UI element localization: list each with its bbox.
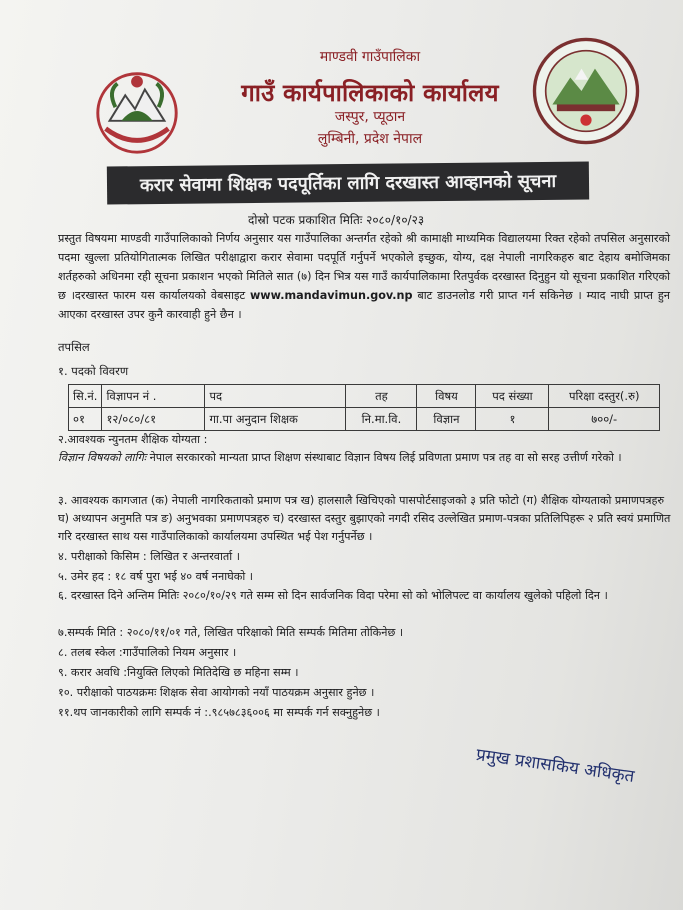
table-header-cell: विज्ञापन नं . — [102, 385, 205, 408]
notice-title: करार सेवामा शिक्षक पदपूर्तिका लागि दरखास्त आव्हानको सूचना — [107, 161, 589, 204]
table-header-cell: पद — [205, 385, 346, 408]
section-5-age-limit: ५. उमेर हद : १८ वर्ष पुरा भई ४० वर्ष ननाघेको । — [58, 570, 254, 583]
municipality-seal-icon — [530, 35, 642, 147]
section-9-contract-period: ९. करार अवधि :नियुक्ति लिएको मितिदेखि छ महिना सम्म । — [58, 666, 299, 679]
table-header-cell: विषय — [417, 385, 476, 408]
table-cell: ७००/- — [549, 408, 660, 431]
section-7-contact-date: ७.सम्पर्क मिति : २०८०/११/०१ गते, लिखित परिक्षाको मिति सम्पर्क मितिमा तोकिनेछ । — [58, 626, 404, 639]
section-6-deadline: ६. दरखास्त दिने अन्तिम मितिः २०८०/१०/२९ गते सम्म सो दिन सार्वजनिक विदा परेमा सो को भोलिपल्ट वा कार्यालय खुलेको पहिलो दिन । — [58, 589, 608, 602]
table-cell: १ — [476, 408, 549, 431]
section-2-label: विज्ञान विषयको लागिः — [58, 451, 147, 464]
publish-date: दोस्रो पटक प्रकाशित मितिः २०८०/१०/२३ — [248, 213, 425, 227]
table-header-cell: सि.नं. — [69, 385, 102, 408]
table-cell: विज्ञान — [417, 408, 476, 431]
table-header-row — [69, 385, 660, 408]
office-name: गाउँ कार्यपालिकाको कार्यालय — [241, 79, 499, 107]
intro-text-1: प्रस्तुत विषयमा माण्डवी गाउँपालिकाको निर्णय अनुसार यस गाउँपालिका अन्तर्गत रहेको श्री कामाक्षी माध्यमिक विद्यालयमा रिक्त रहेको तपसिल अनुसारको पदमा खुल्ला प्रतियोगितात्मक लिखित परीक्षाद्वारा करार सेवामा पदपूर्ति गर्नुपर्ने भएकोले इच्छुक, योग्य, दक्ष नेपाली नागरिकहरु बाट देहाय बमोजिमका शर्तहरुको अधिनमा रही सूचना प्रकाशन भएको मितिले सात (७) दिन भित्र यस गाउँ कार्यपालिकामा रितपुर्वक दरखास्त दिनुहुन यो सूचना प्रकाशित गरिएको छ ।दरखास्त फारम यस कार्यालयको वेबसाइट — [58, 232, 670, 302]
website-link: www.mandavimun.gov.np — [249, 289, 413, 302]
address-line-1: जस्पुर, प्यूठान — [334, 109, 406, 125]
table-cell: ०१ — [69, 408, 102, 431]
section-1-title: १. पदको विवरण — [58, 364, 129, 378]
signature: प्रमुख प्रशासकिय अधिकृत — [474, 744, 636, 787]
table-header-cell: तह — [346, 385, 417, 408]
intro-paragraph — [58, 229, 670, 324]
section-10-syllabus: १०. परीक्षाको पाठयक्रमः शिक्षक सेवा आयोगको नयाँ पाठयक्रम अनुसार हुनेछ । — [58, 686, 375, 699]
address-line-2: लुम्बिनी, प्रदेश नेपाल — [317, 131, 423, 147]
section-3-documents: ३. आवश्यक कागजात (क) नेपाली नागरिकताको प्रमाण पत्र ख) हालसालै खिचिएको पासपोर्टसाइजको ३ प्रति फोटो (ग) शैक्षिक योग्यताको प्रमाणपत्रहरु घ) अध्यापन अनुमति पत्र ङ) अनुभवका प्रमाणपत्रहरु च) दरखास्त दस्तुर बुझाएको नगदी रसिद उल्लेखित प्रमाण-पत्रका प्रतिलिपिहरू २ प्रति स्वयं प्रमाणित गरि दरखास्त साथ यस गाउँपालिकाको कार्यालयमा उपस्थित भई पेश गर्नुपर्नेछ । — [58, 494, 671, 543]
nepal-emblem-icon — [88, 62, 186, 160]
section-2-body — [58, 449, 673, 467]
table-cell: गा.पा अनुदान शिक्षक — [205, 408, 346, 431]
municipality-name: माण्डवी गाउँपालिका — [319, 49, 421, 65]
table-header-cell: परिक्षा दस्तुर(.रु) — [549, 385, 660, 408]
section-11-contact: ११.थप जानकारीको लागि सम्पर्क नं :.९८५७८३६००६ मा सम्पर्क गर्न सक्नुहुनेछ । — [58, 706, 380, 719]
table-header-cell: पद संख्या — [476, 385, 549, 408]
section-4-exam-type: ४. परीक्षाको किसिम : लिखित र अन्तरवार्ता । — [58, 550, 240, 563]
table-cell: नि.मा.वि. — [346, 408, 417, 431]
table-cell: १२/०८०/८१ — [102, 408, 205, 431]
section-2-text: नेपाल सरकारको मान्यता प्राप्त शिक्षण संस्थाबाट विज्ञान विषय लिई प्रविणता प्रमाण पत्र तह वा सो सरह उत्तीर्ण गरेको । — [149, 451, 622, 464]
intro-text-2: बाट डाउनलोड गरी प्राप्त गर्न सकिनेछ । म्याद नाघी प्राप्त हुन आएका दरखास्त उपर कुनै कारवाही हुने छैन । — [58, 289, 671, 321]
table-row — [69, 408, 660, 431]
tapsil-label: तपसिल — [58, 340, 90, 354]
section-8-salary: ८. तलब स्केल :गाउँपालिको नियम अनुसार । — [58, 646, 237, 659]
section-2-title: २.आवश्यक न्युनतम शैक्षिक योग्यता : — [58, 433, 208, 446]
vacancy-table — [68, 384, 660, 431]
